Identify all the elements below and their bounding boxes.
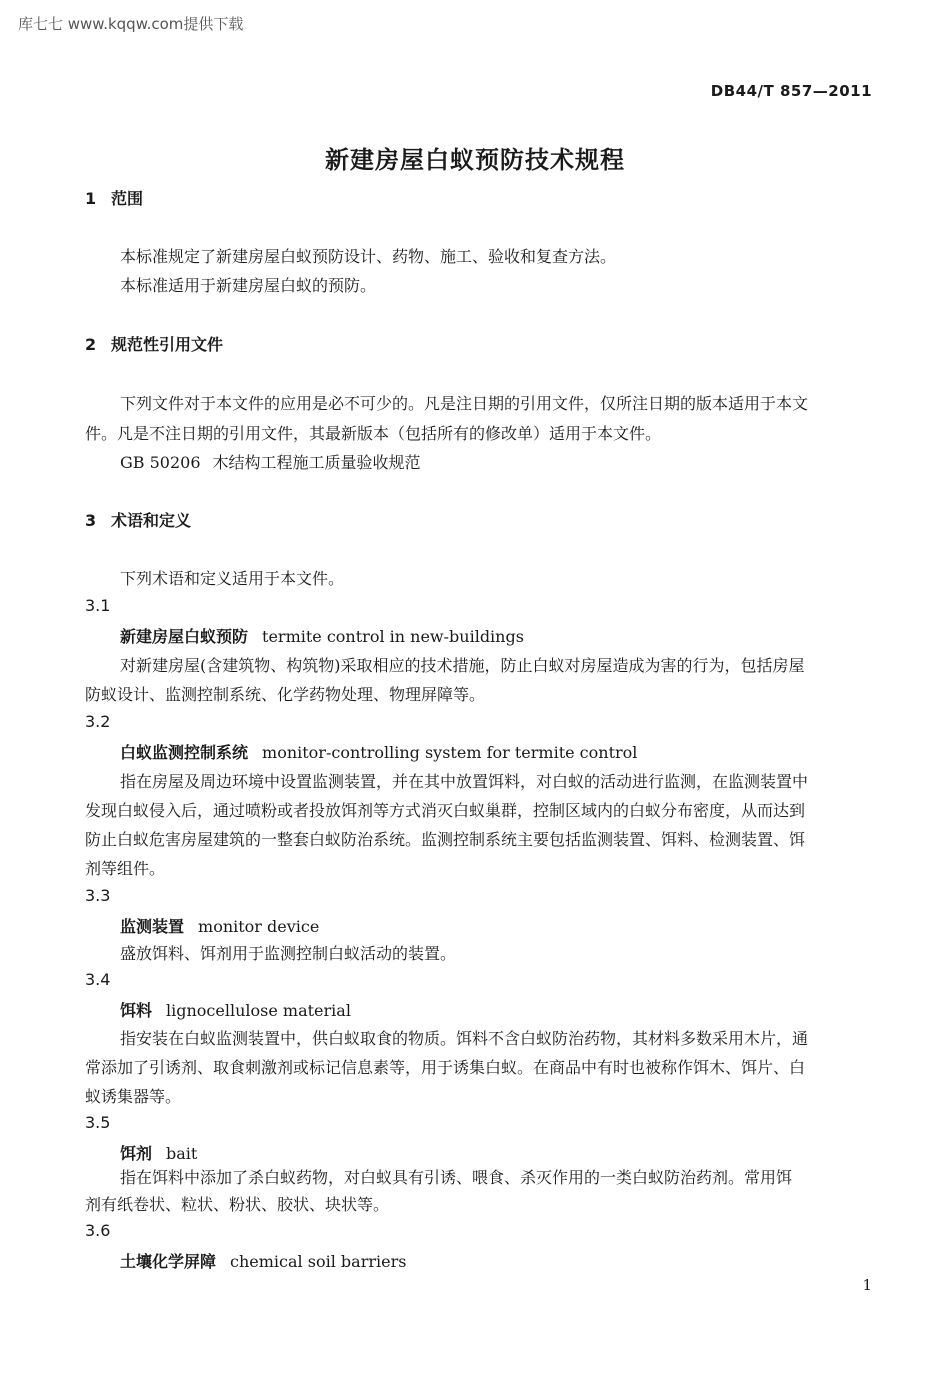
definition-line: 防蚁设计、监测控制系统、化学药物处理、物理屏障等。 [85,685,486,704]
definition-line: 蚁诱集器等。 [85,1087,182,1106]
definition-line: 对新建房屋(含建筑物、构筑物)采取相应的技术措施，防止白蚁对房屋造成为害的行为，包括房屋 [120,656,805,675]
term-name [120,624,524,647]
definition-line: 指在饵料中添加了杀白蚁药物，对白蚁具有引诱、喂食、杀灭作用的一类白蚁防治药剂。常用饵 [120,1168,793,1187]
definition-line: 发现白蚁侵入后，通过喷粉或者投放饵剂等方式消灭白蚁巢群，控制区域内的白蚁分布密度，从而达到 [85,801,806,820]
term-number: 3.1 [85,596,111,615]
section-1-heading [85,186,143,209]
term-english: monitor-controlling system for termite control [262,743,638,762]
term-english: lignocellulose material [166,1001,351,1020]
term-chinese: 饵剂 [120,1144,153,1163]
term-chinese: 监测装置 [120,917,185,936]
definition-line: 常添加了引诱剂、取食刺激剂或标记信息素等，用于诱集白蚁。在商品中有时也被称作饵木、饵片、白 [85,1058,806,1077]
term-chinese: 新建房屋白蚁预防 [120,627,249,646]
term-name [120,1141,197,1164]
reference-title: 木结构工程施工质量验收规范 [212,453,421,472]
term-name [120,998,351,1021]
section-title: 规范性引用文件 [111,335,224,354]
reference-code: GB 50206 [120,453,201,472]
term-english: bait [166,1144,198,1163]
term-chinese: 白蚁监测控制系统 [120,743,249,762]
term-number: 3.2 [85,712,111,731]
page-title: 新建房屋白蚁预防技术规程 [325,146,625,174]
term-chinese: 饵料 [120,1001,153,1020]
definition-line: 盛放饵料、饵剂用于监测控制白蚁活动的装置。 [120,944,457,963]
definition-line: 指在房屋及周边环境中设置监测装置，并在其中放置饵料，对白蚁的活动进行监测，在监测装置中 [120,772,809,791]
section-title: 范围 [111,189,144,208]
paragraph: 下列术语和定义适用于本文件。 [120,569,345,588]
definition-line: 指安装在白蚁监测装置中，供白蚁取食的物质。饵料不含白蚁防治药物，其材料多数采用木片，通 [120,1029,809,1048]
watermark-text: 库七七 www.kqqw.com提供下载 [18,15,244,33]
paragraph-line: 下列文件对于本文件的应用是必不可少的。凡是注日期的引用文件，仅所注日期的版本适用于本文 [120,394,809,413]
term-number: 3.5 [85,1113,111,1132]
section-number: 2 [85,335,97,354]
section-title: 术语和定义 [111,511,192,530]
definition-line: 防止白蚁危害房屋建筑的一整套白蚁防治系统。监测控制系统主要包括监测装置、饵料、检测装置、饵 [85,830,806,849]
term-name [120,1249,406,1272]
section-number: 1 [85,189,97,208]
term-name [120,914,319,937]
section-2-heading [85,332,223,355]
term-english: termite control in new-buildings [262,627,524,646]
section-number: 3 [85,511,97,530]
definition-line: 剂等组件。 [85,859,166,878]
term-english: monitor device [198,917,320,936]
document-code: DB44/T 857—2011 [710,82,872,100]
term-number: 3.3 [85,886,111,905]
definition-line: 剂有纸卷状、粒状、粉状、胶状、块状等。 [85,1195,390,1214]
paragraph: 本标准适用于新建房屋白蚁的预防。 [120,276,377,295]
paragraph: 本标准规定了新建房屋白蚁预防设计、药物、施工、验收和复查方法。 [120,247,617,266]
section-3-heading [85,508,191,531]
term-english: chemical soil barriers [230,1252,407,1271]
term-chinese: 土壤化学屏障 [120,1252,217,1271]
term-number: 3.6 [85,1221,111,1240]
paragraph-line: 件。凡是不注日期的引用文件，其最新版本（包括所有的修改单）适用于本文件。 [85,424,662,443]
page-number: 1 [862,1276,872,1294]
normative-reference [120,450,421,473]
term-number: 3.4 [85,970,111,989]
term-name [120,740,637,763]
